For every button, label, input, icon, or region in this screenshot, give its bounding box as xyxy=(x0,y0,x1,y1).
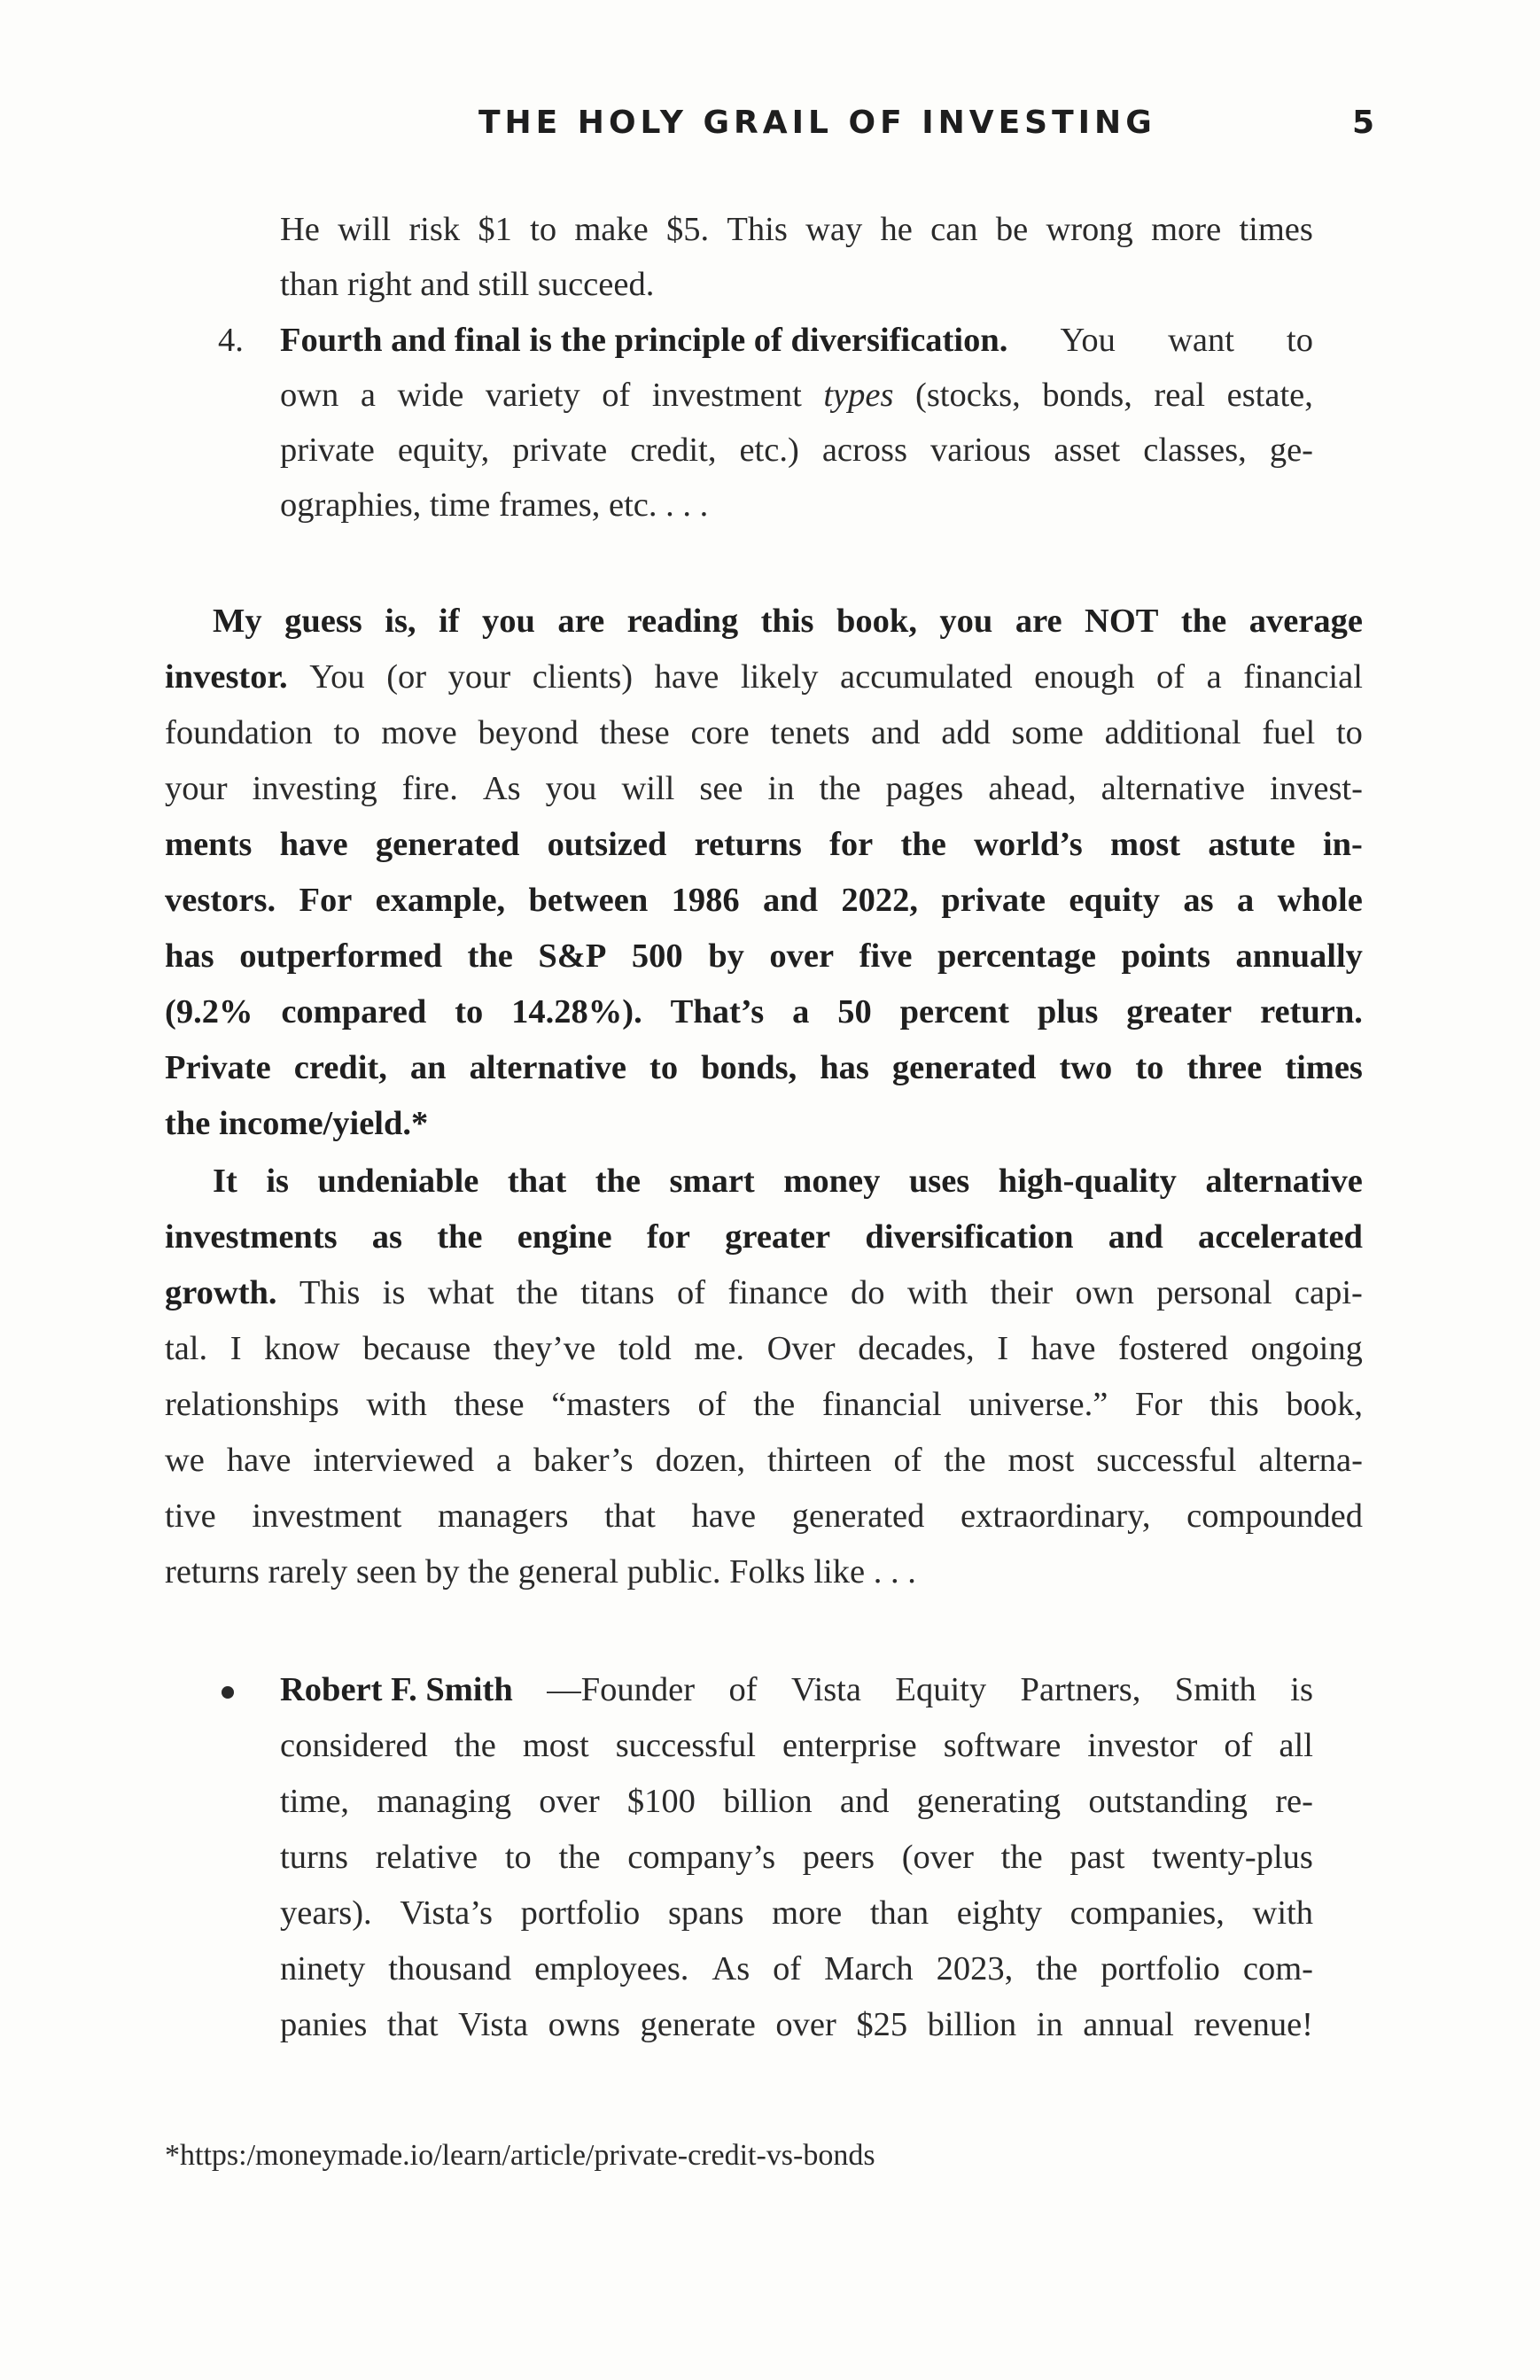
bullet-line-5: years). Vista’s portfolio spans more than eighty companies, with xyxy=(280,1894,1313,1932)
list-item-4-line-2: own a wide variety of investment types (stocks, bonds, real estate, xyxy=(280,377,1313,414)
list-item-4-lead: Fourth and final is the principle of diversification. xyxy=(280,322,1008,359)
para1-line-8: (9.2% compared to 14.28%). That’s a 50 percent plus greater return. xyxy=(165,993,1363,1031)
para1-line-5: ments have generated outsized returns for the world’s most astute in- xyxy=(165,826,1363,863)
list-item-3-line-2: than right and still succeed. xyxy=(280,266,655,303)
bullet-line-2: considered the most successful enterprise software investor of all xyxy=(280,1727,1313,1764)
bullet-line-1: Robert F. Smith —Founder of Vista Equity Partners, Smith is xyxy=(280,1671,1313,1708)
list-marker-4: 4. xyxy=(218,322,244,359)
para1-line-10: the income/yield.* xyxy=(165,1105,429,1142)
para2-line-2: investments as the engine for greater diversification and accelerated xyxy=(165,1218,1363,1256)
para2-line-7: tive investment managers that have generated extraordinary, compounded xyxy=(165,1497,1363,1535)
running-head-title: THE HOLY GRAIL OF INVESTING xyxy=(478,105,1156,141)
para1-line-7: has outperformed the S&P 500 by over five percentage points annually xyxy=(165,937,1363,975)
list-item-4-line-3: private equity, private credit, etc.) across various asset classes, ge- xyxy=(280,432,1313,469)
list-item-3-line-1: He will risk $1 to make $5. This way he can be wrong more times xyxy=(280,211,1313,248)
para1-line-3: foundation to move beyond these core tenets and add some additional fuel to xyxy=(165,714,1363,751)
bullet-dot xyxy=(222,1686,234,1699)
bullet-line-4: turns relative to the company’s peers (over the past twenty-plus xyxy=(280,1839,1313,1876)
bullet-line-3: time, managing over $100 billion and generating outstanding re- xyxy=(280,1783,1313,1820)
list-item-4-line-4: ographies, time frames, etc. . . . xyxy=(280,486,709,524)
footnote: *https:/moneymade.io/learn/article/private-credit-vs-bonds xyxy=(165,2139,875,2172)
para1-line-4: your investing fire. As you will see in the pages ahead, alternative invest- xyxy=(165,770,1363,807)
list-item-4-line-1: Fourth and final is the principle of diversification. You want to xyxy=(280,322,1313,359)
running-head xyxy=(0,105,1540,158)
para1-line-2: investor. You (or your clients) have likely accumulated enough of a financial xyxy=(165,658,1363,696)
para1-line-9: Private credit, an alternative to bonds, has generated two to three times xyxy=(165,1049,1363,1086)
para2-line-4: tal. I know because they’ve told me. Over decades, I have fostered ongoing xyxy=(165,1330,1363,1367)
bullet-name: Robert F. Smith xyxy=(280,1671,513,1708)
bullet-line-6: ninety thousand employees. As of March 2023, the portfolio com- xyxy=(280,1950,1313,1987)
para2-line-8: returns rarely seen by the general public. Folks like . . . xyxy=(165,1553,916,1591)
para2-line-1: It is undeniable that the smart money uses high-quality alternative xyxy=(213,1163,1363,1200)
para2-line-3: growth. This is what the titans of finance do with their own personal capi- xyxy=(165,1274,1363,1311)
para1-line-1: My guess is, if you are reading this book, you are NOT the average xyxy=(213,603,1363,640)
para2-line-6: we have interviewed a baker’s dozen, thirteen of the most successful alterna- xyxy=(165,1442,1363,1479)
para2-line-5: relationships with these “masters of the financial universe.” For this book, xyxy=(165,1386,1363,1423)
page-number: 5 xyxy=(1352,105,1375,141)
bullet-line-7: panies that Vista owns generate over $25 billion in annual revenue! xyxy=(280,2006,1313,2043)
emphasis-types: types xyxy=(823,377,894,414)
para1-line-6: vestors. For example, between 1986 and 2022, private equity as a whole xyxy=(165,882,1363,919)
